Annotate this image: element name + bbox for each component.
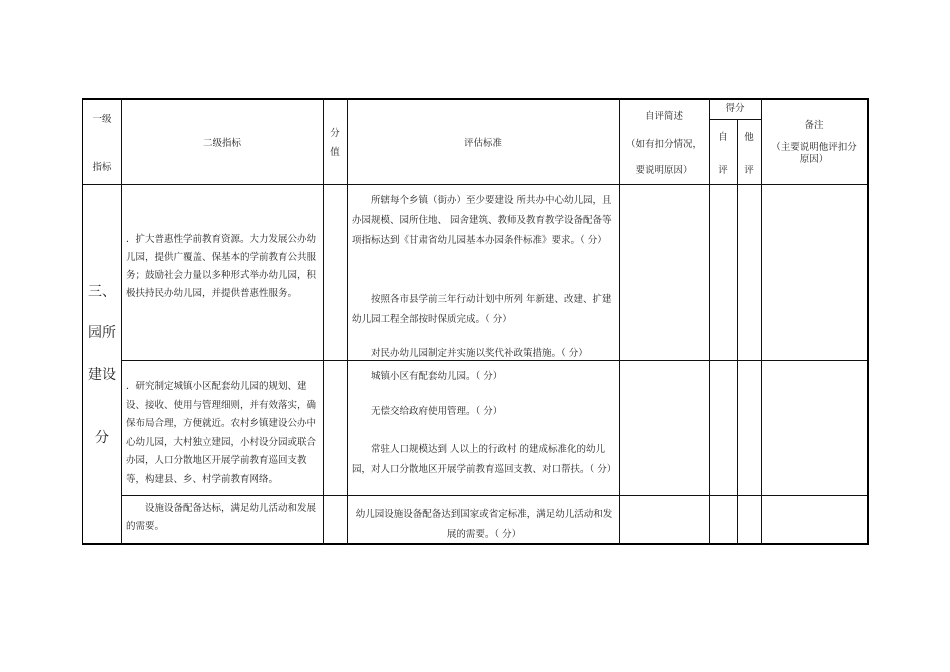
- header-bottom-border: [82, 184, 869, 185]
- category-line2: 园所: [88, 325, 116, 341]
- header-remarks-line3: 原因）: [799, 154, 829, 165]
- row-2-bottom-border: [121, 495, 869, 496]
- category-line3: 建设: [88, 367, 116, 383]
- score-group-divider: [709, 119, 761, 120]
- header-level1-line2: 指标: [92, 162, 112, 173]
- header-remarks-line2: （主要说明他评扣分: [771, 142, 857, 153]
- row-1-criteria-3: 对民办幼儿园制定并实施以奖代补政策措施。（ 分）: [371, 348, 588, 359]
- row-2-criteria-3: 常驻人口规模达到 人以上的行政村 的建成标准化的幼儿园，对人口分散地区开展学前教育巡回支教、对口帮扶。（ 分）: [352, 444, 617, 475]
- col-divider-2: [323, 98, 324, 545]
- row-3-indicator: 设施设备配备达标，满足幼儿活动和发展的需要。: [126, 503, 317, 532]
- table-right-border: [867, 98, 869, 545]
- row-1-criteria-1: 所辖每个乡镇（街办）至少要建设 所共办中心幼儿园，且办园规模、园所住地、 园舍建筑、教师及教育教学设备配备等 项指标达到《甘肃省幼儿园基本办园条件标准》要求。（ 分）: [352, 195, 612, 246]
- col-divider-6: [737, 119, 738, 545]
- header-self-score-line1: 自: [718, 132, 728, 143]
- header-level2: 二级指标: [202, 138, 241, 149]
- header-score-group: 得分: [725, 103, 745, 114]
- row-2-indicator: ．研究制定城镇小区配套幼儿园的规划、建设、接收、使用与管理细则，并有效落实，确保布局合理，方便就近。农村乡镇建设公办中心幼儿园，大村独立建园，小村设分园或联合办园，人口分散地区开展学前教育巡回支教等，构建县、乡、村学前教育网络。: [126, 381, 317, 485]
- header-self-desc-line2: （如有扣分情况，: [625, 139, 702, 150]
- header-criteria: 评估标准: [463, 138, 502, 149]
- category-line4: 分: [95, 430, 109, 446]
- header-self-desc-line1: 自评简述: [644, 111, 683, 122]
- row-1-indicator: ．扩大普惠性学前教育资源。大力发展公办幼儿园，提供广覆盖、保基本的学前教育公共服务；鼓励社会力量以多种形式举办幼儿园，积极扶持民办幼儿园，并提供普惠性服务。: [126, 234, 317, 299]
- row-3-criteria-1: 幼儿园设施设备配备达到国家或省定标准，满足幼儿活动和发展的需要。（ 分）: [355, 509, 613, 540]
- row-2-criteria-2: 无偿交给政府使用管理。（ 分）: [371, 406, 503, 417]
- row-1-criteria-2: 按照各市县学前三年行动计划中所列 年新建、改建、扩建幼儿园工程全部按时保质完成。（ 分）: [352, 294, 612, 325]
- row-2-criteria-1: 城镇小区有配套幼儿园。（ 分）: [371, 371, 503, 382]
- header-remarks-line1: 备注: [804, 120, 824, 131]
- header-other-score-line2: 评: [744, 165, 754, 176]
- category-line1: 三、: [88, 284, 116, 300]
- header-points-line1: 分: [330, 128, 340, 139]
- header-self-desc-line3: 要说明原因）: [635, 165, 693, 176]
- header-level1-line1: 一级: [92, 114, 112, 125]
- header-self-score-line2: 评: [718, 165, 728, 176]
- header-other-score-line1: 他: [744, 132, 754, 143]
- col-divider-3: [347, 98, 348, 545]
- header-points-line2: 值: [330, 147, 340, 158]
